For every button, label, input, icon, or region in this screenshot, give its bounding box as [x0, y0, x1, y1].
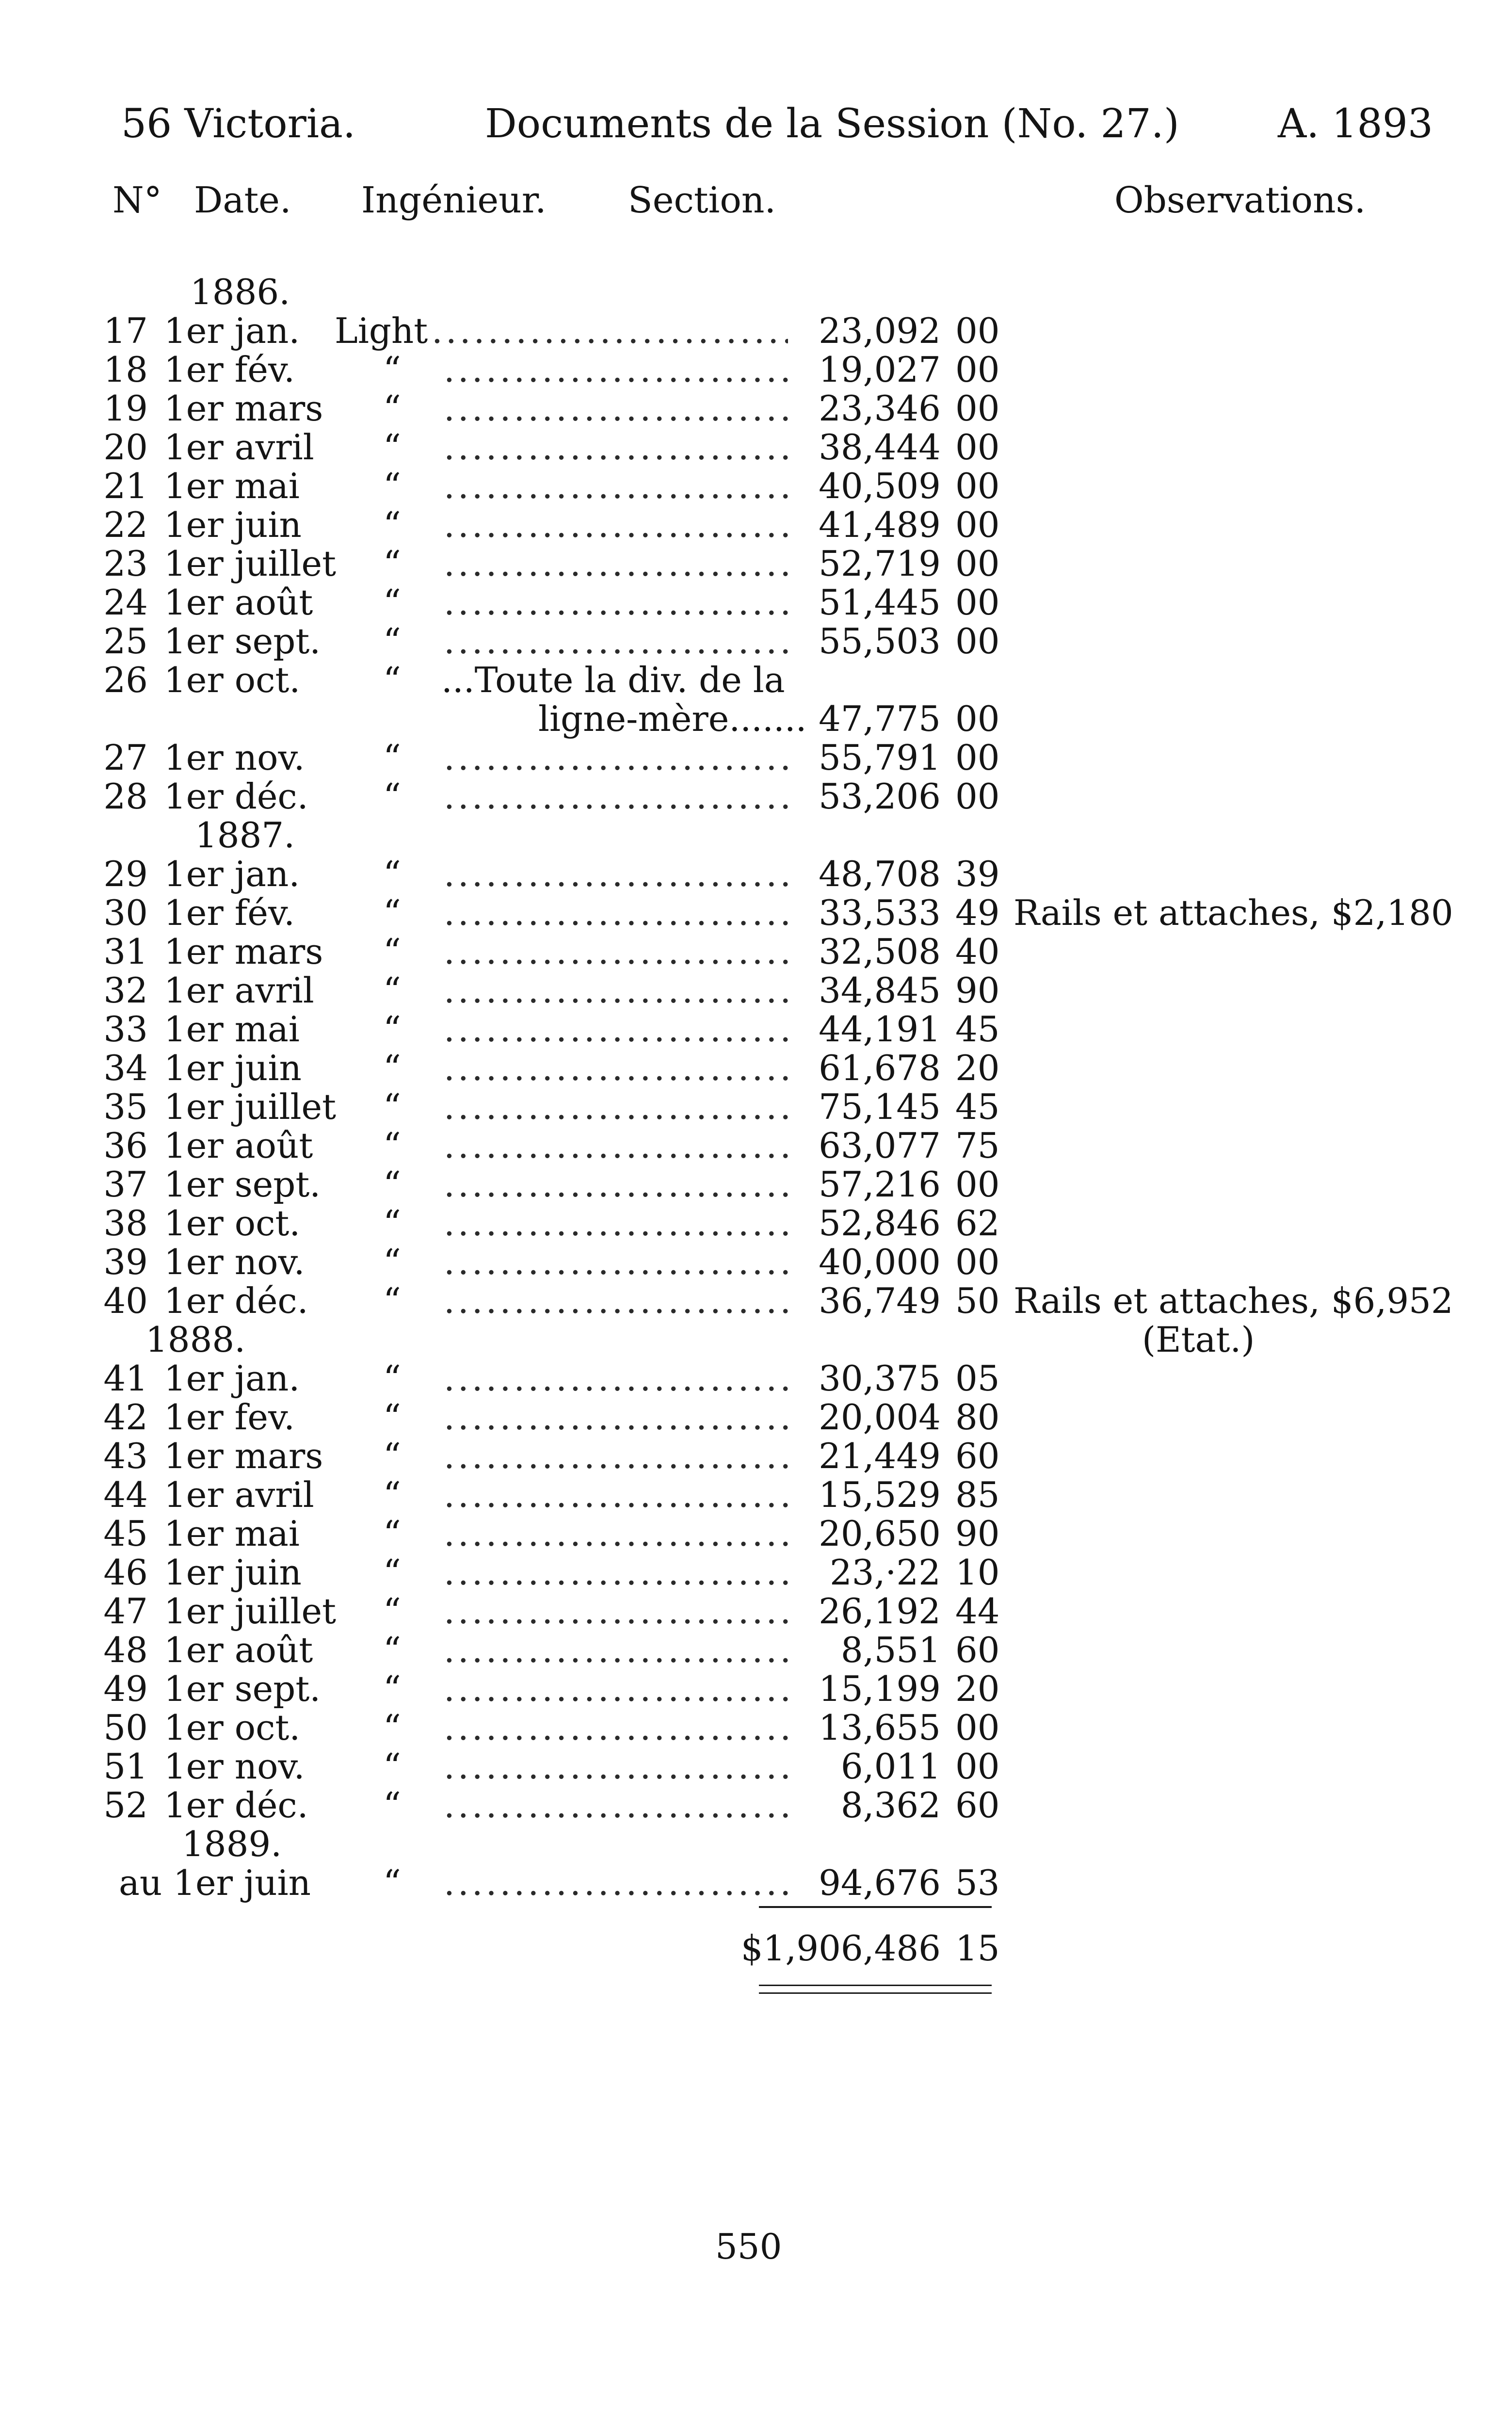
row-amount-cents: 00 — [955, 388, 1000, 429]
row-amount-cents: 75 — [955, 1125, 1000, 1166]
row-leader-dots — [444, 1591, 788, 1632]
row-leader-dots — [444, 1668, 788, 1709]
row-date: 1er juillet — [164, 1591, 337, 1632]
row-amount-dollars: 47,775 — [819, 698, 941, 739]
row-number: 33 — [103, 1009, 148, 1050]
row-leader-dots — [444, 1513, 788, 1554]
row-amount-dollars: 40,000 — [819, 1242, 941, 1282]
row-date: 1er juin — [164, 1552, 302, 1593]
row-amount-cents: 00 — [955, 737, 1000, 778]
row-date: 1er nov. — [164, 1746, 305, 1787]
row-engineer: “ — [383, 1862, 401, 1903]
row-amount-dollars: 63,077 — [819, 1125, 941, 1166]
row-amount-cents: 39 — [955, 854, 1000, 894]
row-engineer: “ — [383, 737, 401, 778]
row-engineer: “ — [383, 970, 401, 1011]
row-number: 52 — [103, 1785, 148, 1826]
row-leader-dots — [444, 776, 788, 817]
row-engineer: “ — [383, 1125, 401, 1166]
row-date: 1er jan. — [164, 1358, 300, 1399]
row-engineer: “ — [383, 1707, 401, 1748]
row-engineer: “ — [383, 543, 401, 584]
row-date: 1er avril — [164, 427, 314, 468]
row-number: 17 — [103, 310, 148, 351]
row-date: 1er fev. — [164, 1397, 295, 1438]
row-leader-dots — [444, 1242, 788, 1282]
row-amount-dollars: 94,676 — [819, 1862, 941, 1903]
row-engineer: “ — [383, 1785, 401, 1826]
header-left: 56 Victoria. — [121, 101, 356, 147]
row-amount-cents: 00 — [955, 582, 1000, 623]
row-number: 35 — [103, 1086, 148, 1127]
row-number: 28 — [103, 776, 148, 817]
row-date: 1er oct. — [164, 1707, 301, 1748]
row-leader-dots — [444, 931, 788, 972]
row-number: 26 — [103, 660, 148, 700]
row-date: 1er sept. — [164, 621, 321, 662]
row-date: 1er juillet — [164, 543, 337, 584]
row-engineer: “ — [383, 1591, 401, 1632]
row-amount-dollars: 33,533 — [819, 892, 941, 933]
row-leader-dots — [444, 1164, 788, 1205]
row-number: 19 — [103, 388, 148, 429]
row-number: 49 — [103, 1668, 148, 1709]
row-date: 1er déc. — [164, 1785, 308, 1826]
row-amount-dollars: 40,509 — [819, 466, 941, 506]
row-number: 24 — [103, 582, 148, 623]
row-amount-dollars: 8,551 — [840, 1630, 941, 1670]
row-engineer: “ — [383, 1358, 401, 1399]
row-amount-dollars: 23,092 — [819, 310, 941, 351]
row-amount-dollars: 38,444 — [819, 427, 941, 468]
row-engineer: “ — [383, 621, 401, 662]
row-section-continued: ligne-mère....... — [538, 698, 807, 739]
row-leader-dots — [444, 1280, 788, 1321]
row-engineer: “ — [383, 1552, 401, 1593]
row-leader-dots — [444, 1552, 788, 1593]
row-amount-dollars: 15,199 — [819, 1668, 941, 1709]
row-number: 50 — [103, 1707, 148, 1748]
row-leader-dots — [432, 310, 788, 351]
row-amount-cents: 00 — [955, 698, 1000, 739]
row-date: 1er déc. — [164, 1280, 308, 1321]
row-observation: Rails et attaches, $2,180 — [1013, 892, 1453, 933]
row-date: 1er août — [164, 1125, 313, 1166]
row-leader-dots — [444, 504, 788, 545]
row-number: 36 — [103, 1125, 148, 1166]
row-amount-dollars: 26,192 — [819, 1591, 941, 1632]
row-number: 47 — [103, 1591, 148, 1632]
row-amount-dollars: 55,503 — [819, 621, 941, 662]
row-number: 23 — [103, 543, 148, 584]
row-date: 1er oct. — [164, 1203, 301, 1244]
row-amount-cents: 53 — [955, 1862, 1000, 1903]
row-leader-dots — [444, 1203, 788, 1244]
row-amount-dollars: 8,362 — [840, 1785, 941, 1826]
row-amount-dollars: 23,346 — [819, 388, 941, 429]
row-engineer: “ — [383, 1086, 401, 1127]
row-amount-dollars: 15,529 — [819, 1474, 941, 1515]
row-date: 1er mars — [164, 1436, 323, 1476]
row-engineer: “ — [383, 1048, 401, 1088]
row-amount-dollars: 30,375 — [819, 1358, 941, 1399]
row-date: 1er fév. — [164, 349, 295, 390]
row-number: 18 — [103, 349, 148, 390]
row-date: 1er nov. — [164, 1242, 305, 1282]
row-leader-dots — [444, 1707, 788, 1748]
row-date: 1er mai — [164, 1513, 300, 1554]
row-engineer: “ — [383, 892, 401, 933]
row-amount-dollars: 52,719 — [819, 543, 941, 584]
row-amount-dollars: 48,708 — [819, 854, 941, 894]
row-number: 37 — [103, 1164, 148, 1205]
row-engineer: “ — [383, 1474, 401, 1515]
row-number: 20 — [103, 427, 148, 468]
row-amount-dollars: 55,791 — [819, 737, 941, 778]
row-date: 1er sept. — [164, 1164, 321, 1205]
row-leader-dots — [444, 388, 788, 429]
header-title: Documents de la Session (No. 27.) — [485, 101, 1179, 147]
row-engineer: “ — [383, 776, 401, 817]
row-amount-cents: 62 — [955, 1203, 1000, 1244]
row-date: 1er fév. — [164, 892, 295, 933]
row-amount-cents: 00 — [955, 427, 1000, 468]
row-date: 1er avril — [164, 970, 314, 1011]
row-engineer: “ — [383, 582, 401, 623]
row-amount-dollars: 75,145 — [819, 1086, 941, 1127]
row-amount-cents: 60 — [955, 1630, 1000, 1670]
row-leader-dots — [444, 1048, 788, 1088]
row-leader-dots — [444, 854, 788, 894]
row-number: 42 — [103, 1397, 148, 1438]
row-date: 1er juin — [164, 504, 302, 545]
row-engineer: “ — [383, 1436, 401, 1476]
row-number: 21 — [103, 466, 148, 506]
row-amount-cents: 00 — [955, 349, 1000, 390]
row-amount-cents: 45 — [955, 1086, 1000, 1127]
row-amount-cents: 00 — [955, 776, 1000, 817]
row-engineer: “ — [383, 1164, 401, 1205]
row-engineer: “ — [383, 1203, 401, 1244]
row-date: 1er avril — [164, 1474, 314, 1515]
column-heading-date: Date. — [194, 179, 291, 221]
page-number: 550 — [715, 2226, 782, 2267]
total-rule-top — [759, 1906, 992, 1908]
row-date: 1er nov. — [164, 737, 305, 778]
row-date: 1er jan. — [164, 854, 300, 894]
row-leader-dots — [444, 1086, 788, 1127]
row-amount-dollars: 44,191 — [819, 1009, 941, 1050]
row-leader-dots — [444, 1358, 788, 1399]
row-amount-cents: 00 — [955, 1707, 1000, 1748]
row-amount-dollars: 32,508 — [819, 931, 941, 972]
year-label: 1886. — [190, 272, 290, 312]
row-engineer: “ — [383, 1009, 401, 1050]
row-amount-cents: 00 — [955, 1746, 1000, 1787]
row-date: 1er oct. — [164, 660, 301, 700]
row-amount-dollars: 52,846 — [819, 1203, 941, 1244]
row-amount-dollars: 20,650 — [819, 1513, 941, 1554]
row-leader-dots — [444, 1862, 788, 1903]
row-amount-dollars: 61,678 — [819, 1048, 941, 1088]
row-leader-dots — [444, 1125, 788, 1166]
row-amount-dollars: 36,749 — [819, 1280, 941, 1321]
total-dollars: $1,906,486 — [740, 1928, 941, 1969]
row-amount-cents: 45 — [955, 1009, 1000, 1050]
row-amount-dollars: 34,845 — [819, 970, 941, 1011]
row-engineer: “ — [383, 854, 401, 894]
row-leader-dots — [444, 621, 788, 662]
row-engineer: “ — [383, 349, 401, 390]
row-number: 25 — [103, 621, 148, 662]
row-amount-cents: 00 — [955, 1242, 1000, 1282]
row-leader-dots — [444, 1630, 788, 1670]
row-amount-cents: 44 — [955, 1591, 1000, 1632]
row-leader-dots — [444, 427, 788, 468]
row-number: 29 — [103, 854, 148, 894]
column-heading-observations: Observations. — [1114, 179, 1366, 221]
row-amount-cents: 10 — [955, 1552, 1000, 1593]
row-amount-dollars: 23,·22 — [829, 1552, 941, 1593]
row-amount-cents: 00 — [955, 1164, 1000, 1205]
row-leader-dots — [444, 737, 788, 778]
row-number: 48 — [103, 1630, 148, 1670]
year-label: 1887. — [195, 815, 295, 856]
row-date: 1er jan. — [164, 310, 300, 351]
row-engineer: “ — [383, 1397, 401, 1438]
row-engineer: “ — [383, 1242, 401, 1282]
row-leader-dots — [444, 349, 788, 390]
row-engineer: “ — [383, 931, 401, 972]
total-cents: 15 — [955, 1928, 1000, 1969]
column-heading-section: Section. — [628, 179, 776, 221]
row-number: 31 — [103, 931, 148, 972]
row-engineer: “ — [383, 1513, 401, 1554]
row-amount-cents: 60 — [955, 1436, 1000, 1476]
total-rule-double-1 — [759, 1985, 992, 1986]
row-date: 1er juillet — [164, 1086, 337, 1127]
row-amount-dollars: 21,449 — [819, 1436, 941, 1476]
row-amount-cents: 20 — [955, 1668, 1000, 1709]
column-heading-no: N° — [113, 179, 162, 221]
row-date: 1er août — [164, 1630, 313, 1670]
row-amount-cents: 00 — [955, 310, 1000, 351]
row-observation: Rails et attaches, $6,952 — [1013, 1280, 1453, 1321]
row-number: 27 — [103, 737, 148, 778]
row-date: au 1er juin — [119, 1862, 311, 1903]
row-date: 1er mars — [164, 931, 323, 972]
row-engineer: “ — [383, 466, 401, 506]
year-label: 1888. — [145, 1319, 246, 1360]
row-engineer: “ — [383, 1280, 401, 1321]
row-leader-dots — [444, 466, 788, 506]
column-heading-engineer: Ingénieur. — [361, 179, 547, 221]
row-amount-cents: 49 — [955, 892, 1000, 933]
row-leader-dots — [444, 1009, 788, 1050]
row-engineer: “ — [383, 1630, 401, 1670]
row-date: 1er mai — [164, 466, 300, 506]
row-leader-dots — [444, 1785, 788, 1826]
row-amount-dollars: 19,027 — [819, 349, 941, 390]
row-engineer: Light — [335, 310, 428, 351]
row-amount-dollars: 57,216 — [819, 1164, 941, 1205]
row-engineer: “ — [383, 504, 401, 545]
row-leader-dots — [444, 1436, 788, 1476]
row-number: 38 — [103, 1203, 148, 1244]
row-number: 46 — [103, 1552, 148, 1593]
row-engineer: “ — [383, 1746, 401, 1787]
row-section: ...Toute la div. de la — [441, 660, 785, 700]
row-amount-cents: 00 — [955, 504, 1000, 545]
row-leader-dots — [444, 892, 788, 933]
row-date: 1er déc. — [164, 776, 308, 817]
row-amount-cents: 60 — [955, 1785, 1000, 1826]
row-amount-cents: 80 — [955, 1397, 1000, 1438]
row-leader-dots — [444, 582, 788, 623]
row-date: 1er août — [164, 582, 313, 623]
row-amount-cents: 00 — [955, 621, 1000, 662]
row-engineer: “ — [383, 660, 401, 700]
row-leader-dots — [444, 970, 788, 1011]
row-number: 45 — [103, 1513, 148, 1554]
row-number: 32 — [103, 970, 148, 1011]
row-number: 51 — [103, 1746, 148, 1787]
row-leader-dots — [444, 543, 788, 584]
row-amount-dollars: 13,655 — [819, 1707, 941, 1748]
row-engineer: “ — [383, 427, 401, 468]
row-number: 44 — [103, 1474, 148, 1515]
row-amount-dollars: 51,445 — [819, 582, 941, 623]
row-leader-dots — [444, 1746, 788, 1787]
row-number: 43 — [103, 1436, 148, 1476]
row-date: 1er sept. — [164, 1668, 321, 1709]
row-number: 34 — [103, 1048, 148, 1088]
row-date: 1er mars — [164, 388, 323, 429]
header-right: A. 1893 — [1278, 101, 1433, 147]
row-number: 40 — [103, 1280, 148, 1321]
row-date: 1er mai — [164, 1009, 300, 1050]
row-amount-dollars: 41,489 — [819, 504, 941, 545]
row-amount-cents: 20 — [955, 1048, 1000, 1088]
row-amount-cents: 50 — [955, 1280, 1000, 1321]
row-leader-dots — [444, 1474, 788, 1515]
row-date: 1er juin — [164, 1048, 302, 1088]
row-amount-cents: 90 — [955, 1513, 1000, 1554]
row-number: 22 — [103, 504, 148, 545]
row-number: 39 — [103, 1242, 148, 1282]
row-number: 41 — [103, 1358, 148, 1399]
row-amount-cents: 05 — [955, 1358, 1000, 1399]
row-leader-dots — [444, 1397, 788, 1438]
row-amount-cents: 00 — [955, 543, 1000, 584]
row-amount-cents: 90 — [955, 970, 1000, 1011]
row-amount-dollars: 20,004 — [819, 1397, 941, 1438]
row-number: 30 — [103, 892, 148, 933]
row-amount-dollars: 53,206 — [819, 776, 941, 817]
row-observation-continued: (Etat.) — [1142, 1319, 1255, 1360]
total-rule-double-2 — [759, 1992, 992, 1994]
row-amount-cents: 00 — [955, 466, 1000, 506]
row-engineer: “ — [383, 388, 401, 429]
row-engineer: “ — [383, 1668, 401, 1709]
row-amount-cents: 40 — [955, 931, 1000, 972]
row-amount-dollars: 6,011 — [840, 1746, 941, 1787]
row-amount-cents: 85 — [955, 1474, 1000, 1515]
year-label: 1889. — [182, 1824, 282, 1864]
